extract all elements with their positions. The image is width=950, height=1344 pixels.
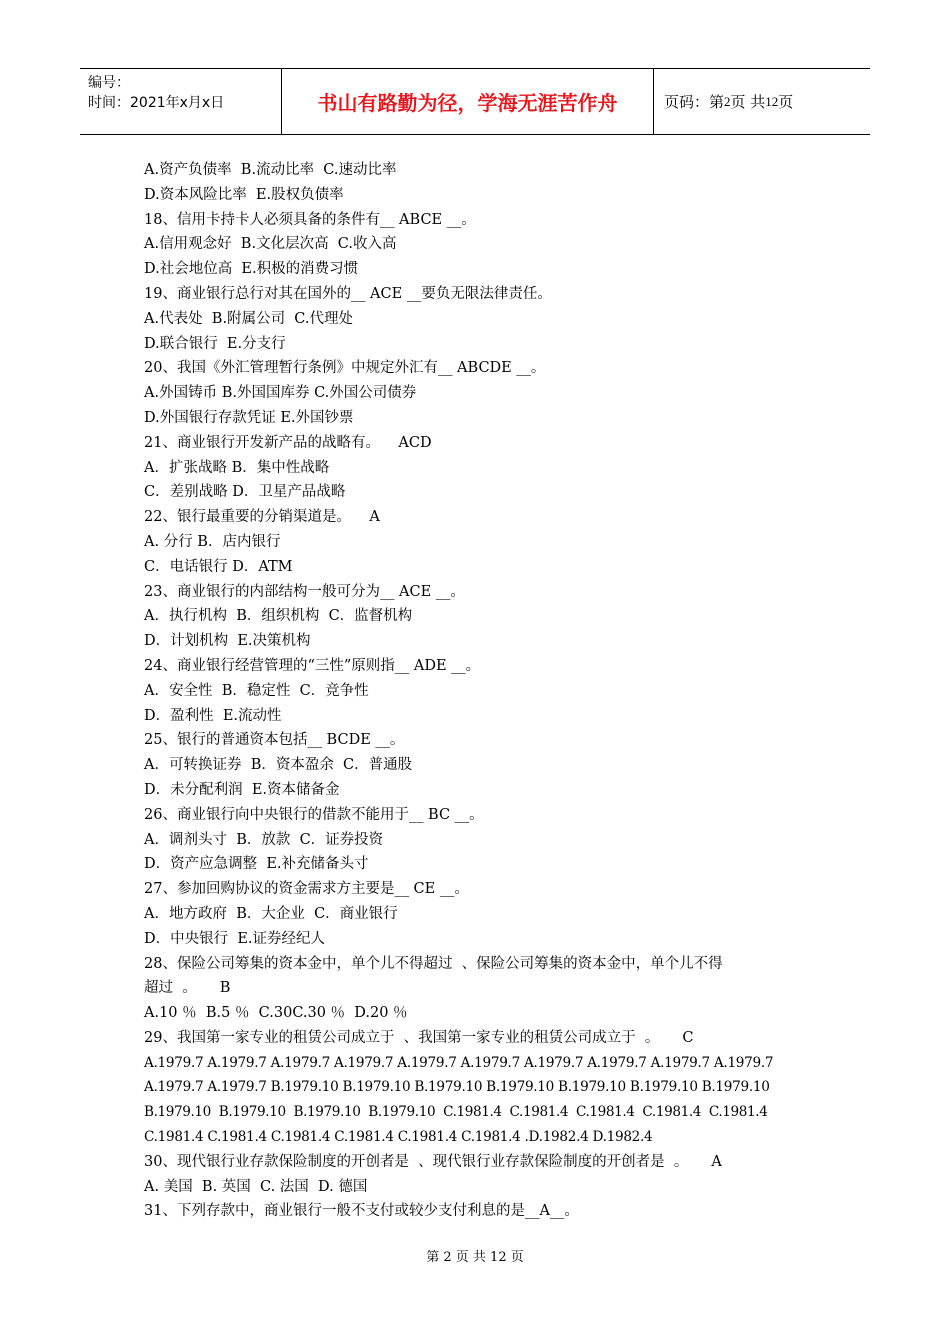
text-line: A.外国铸币 B.外国国库券 C.外国公司债券 <box>144 385 417 402</box>
page-total: 12 <box>765 93 779 109</box>
page-prefix: 页码：第 <box>664 93 725 111</box>
code-label: 编号： <box>88 75 130 91</box>
question-20: 20、我国《外汇管理暂行条例》中规定外汇有__ ABCDE __。 <box>144 360 546 377</box>
question-25: 25、银行的普通资本包括__ BCDE __。 <box>144 732 405 749</box>
text-line: D.联合银行 E.分支行 <box>144 335 286 352</box>
page-footer: 第 2 页 共 12 页 <box>426 1250 524 1265</box>
text-line: D．未分配利润 E.资本储备金 <box>144 781 340 798</box>
text-line: A. 美国 B. 英国 C. 法国 D. 德国 <box>144 1178 368 1195</box>
header-motto: 书山有路勤为径，学海无涯苦作舟 <box>282 69 654 134</box>
time-label: 时间：2021年x月x日 <box>88 95 225 111</box>
text-line: A．执行机构 B．组织机构 C．监督机构 <box>144 608 413 625</box>
header-meta <box>80 69 282 134</box>
question-18: 18、信用卡持卡人必须具备的条件有__ ABCE __。 <box>144 211 476 228</box>
text-line: B.1979.10 B.1979.10 B.1979.10 B.1979.10 C.1981.4 C.1981.4 C.1981.4 C.1981.4 C.1981.4 <box>144 1104 768 1121</box>
page-indicator <box>654 69 870 134</box>
page-header <box>80 68 870 135</box>
text-line: A.1979.7 A.1979.7 A.1979.7 A.1979.7 A.1979.7 A.1979.7 A.1979.7 A.1979.7 A.1979.7 A.1979.7 <box>144 1054 774 1071</box>
question-19: 19、商业银行总行对其在国外的__ ACE __要负无限法律责任。 <box>144 285 552 302</box>
question-22: 22、银行最重要的分销渠道是。 A <box>144 509 380 526</box>
page-mid: 页 共 <box>730 93 766 111</box>
text-line: D．中央银行 E.证券经纪人 <box>144 930 326 947</box>
question-29: 29、我国第一家专业的租赁公司成立于 、我国第一家专业的租赁公司成立于 。 C <box>144 1029 694 1046</box>
text-line: C．差别战略 D．卫星产品战略 <box>144 484 346 501</box>
text-line: A．地方政府 B．大企业 C．商业银行 <box>144 905 398 922</box>
text-line: A．安全性 B．稳定性 C．竞争性 <box>144 682 369 699</box>
text-line: A.代表处 B.附属公司 C.代理处 <box>144 310 353 327</box>
question-24: 24、商业银行经营管理的“三性”原则指__ ADE __。 <box>144 657 481 674</box>
question-28: 28、保险公司筹集的资本金中，单个儿不得超过 、保险公司筹集的资本金中，单个儿不得 <box>144 955 723 972</box>
text-line: A．可转换证券 B．资本盈余 C．普通股 <box>144 757 413 774</box>
text-line: D．计划机构 E.决策机构 <box>144 633 311 650</box>
text-line: D.社会地位高 E.积极的消费习惯 <box>144 261 359 278</box>
text-line: D.资本风险比率 E.股权负债率 <box>144 186 344 203</box>
question-23: 23、商业银行的内部结构一般可分为__ ACE __。 <box>144 583 465 600</box>
text-line: D.外国银行存款凭证 E.外国钞票 <box>144 409 354 426</box>
text-line: D．盈利性 E.流动性 <box>144 707 282 724</box>
text-line: 超过 。 B <box>144 980 231 997</box>
question-26: 26、商业银行向中央银行的借款不能用于__ BC __。 <box>144 806 484 823</box>
text-line: A．扩张战略 B．集中性战略 <box>144 459 330 476</box>
text-line: A.10 ％ B.5 ％ C.30C.30 ％ D.20 ％ <box>144 1005 408 1022</box>
text-line: A. 分行 B．店内银行 <box>144 533 281 550</box>
text-line: C.1981.4 C.1981.4 C.1981.4 C.1981.4 C.1981.4 C.1981.4 .D.1982.4 D.1982.4 <box>144 1129 653 1146</box>
question-27: 27、参加回购协议的资金需求方主要是__ CE __。 <box>144 881 469 898</box>
text-line: A.1979.7 A.1979.7 B.1979.10 B.1979.10 B.1979.10 B.1979.10 B.1979.10 B.1979.10 B.1979.10 <box>144 1079 770 1096</box>
question-31: 31、下列存款中，商业银行一般不支付或较少支付利息的是__A__。 <box>144 1203 579 1220</box>
question-30: 30、现代银行业存款保险制度的开创者是 、现代银行业存款保险制度的开创者是 。 A <box>144 1153 722 1170</box>
text-line: D．资产应急调整 E.补充储备头寸 <box>144 856 369 873</box>
text-line: A.资产负债率 B.流动比率 C.速动比率 <box>144 162 397 178</box>
page-suffix: 页 <box>778 93 794 111</box>
document-body <box>144 158 814 1224</box>
page-current: 2 <box>724 93 731 109</box>
text-line: C．电话银行 D．ATM <box>144 558 293 575</box>
question-21: 21、商业银行开发新产品的战略有。 ACD <box>144 434 432 451</box>
text-line: A．调剂头寸 B．放款 C．证券投资 <box>144 831 384 848</box>
text-line: A.信用观念好 B.文化层次高 C.收入高 <box>144 236 397 253</box>
